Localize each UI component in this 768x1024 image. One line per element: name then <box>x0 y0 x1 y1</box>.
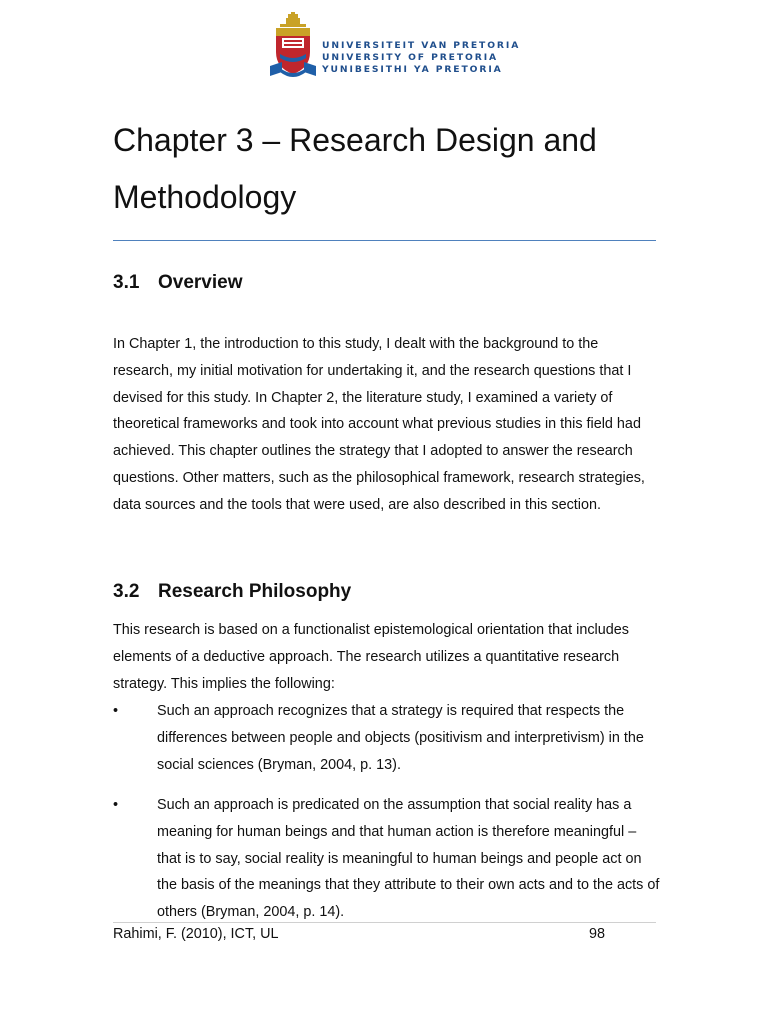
bullet-icon: • <box>113 703 119 719</box>
page-number: 98 <box>589 926 606 942</box>
university-crest-icon <box>270 12 316 78</box>
footer-citation: Rahimi, F. (2010), ICT, UL <box>113 926 279 942</box>
overview-paragraph: In Chapter 1, the introduction to this study, I dealt with the background to the research, my initial motivation for undertaking it, and the research questions that I devised for this study. In Chapter 2, the literature study, I examined a variety of theoretical frameworks and took into account what previous studies in this field had achieved. This chapter outlines the strategy that I adopted to answer the research questions. Other matters, such as the philosophical framework, research strategies, data sources and the tools that were used, are also described in this section. <box>113 336 645 513</box>
section-heading-research-philosophy <box>113 581 351 603</box>
footer-divider <box>113 922 656 923</box>
list-item-text: Such an approach is predicated on the assumption that social reality has a meaning for human beings and that human action is therefore meaningful – that is to say, social reality is meaningful to human beings and people act on the basis of the meanings that they attribute to their own acts and to the acts of others (Bryman, 2004, p. 14). <box>157 797 660 921</box>
section-title: Overview <box>158 272 243 293</box>
university-name-sepedi: YUNIBESITHI YA PRETORIA <box>322 64 503 75</box>
research-philosophy-paragraph: This research is based on a functionalist epistemological orientation that includes elements of a deductive approach. The research utilizes a quantitative research strategy. This implies the following: <box>113 622 629 692</box>
chapter-title: Chapter 3 – Research Design and Methodology <box>113 122 597 215</box>
title-divider <box>113 240 656 241</box>
section-title: Research Philosophy <box>158 581 352 602</box>
section-number: 3.2 <box>113 581 140 602</box>
section-number: 3.1 <box>113 272 140 293</box>
section-heading-overview <box>113 272 243 294</box>
university-logo <box>270 12 521 80</box>
bullet-icon: • <box>113 797 119 813</box>
university-name-english: UNIVERSITY OF PRETORIA <box>322 52 499 63</box>
list-item-text: Such an approach recognizes that a strategy is required that respects the differences between people and objects (positivism and interpretivism) in the social sciences (Bryman, 2004, p. 13). <box>157 703 644 773</box>
university-name-afrikaans: UNIVERSITEIT VAN PRETORIA <box>322 40 521 51</box>
university-name <box>322 40 520 76</box>
